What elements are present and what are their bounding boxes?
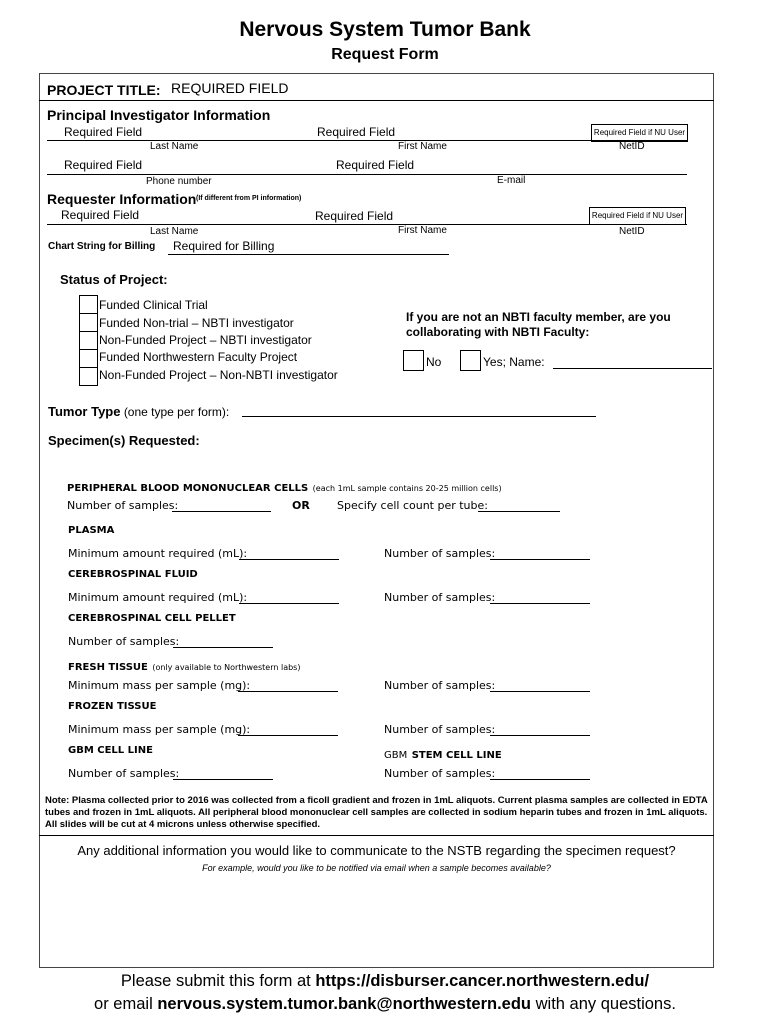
collaboration-no-label: No (426, 355, 442, 369)
pi-first-name-label: First Name (398, 141, 447, 152)
contact-email-link[interactable]: nervous.system.tumor.bank@northwestern.edu (157, 995, 532, 1013)
requester-name-rule (47, 224, 687, 225)
plasma-count-field[interactable] (490, 547, 590, 560)
csf-count-field[interactable] (490, 591, 590, 604)
status-checkbox-5[interactable] (79, 367, 98, 386)
collaboration-no-checkbox[interactable] (403, 350, 424, 371)
tumor-type-row (48, 404, 229, 419)
pbmc-cell-count-field[interactable] (478, 499, 560, 512)
frozen-min-field[interactable] (238, 723, 338, 736)
pi-phone-field[interactable]: Required Field (64, 158, 143, 172)
plasma-count-label: Number of samples: (384, 547, 496, 560)
pellet-count-field[interactable] (173, 635, 273, 648)
requester-first-name-label: First Name (398, 225, 447, 236)
footer-submit-text: Please submit this form at (120, 972, 311, 990)
gbm-count-field[interactable] (173, 767, 273, 780)
status-checkbox-3[interactable] (79, 331, 98, 350)
gbm-title: GBM CELL LINE (68, 745, 153, 756)
requester-first-name-field[interactable]: Required Field (315, 209, 394, 223)
requester-last-name-label: Last Name (150, 226, 199, 237)
pbmc-or: OR (292, 499, 310, 512)
title-divider (39, 100, 714, 101)
chart-string-field[interactable]: Required for Billing (173, 239, 275, 253)
gbm-stem-count-label: Number of samples: (384, 767, 496, 780)
tumor-type-field[interactable] (242, 404, 596, 417)
pbmc-row (67, 478, 502, 496)
pi-first-name-field[interactable]: Required Field (317, 125, 396, 139)
pbmc-count-label: Number of samples: (67, 499, 179, 512)
pi-phone-label: Phone number (146, 176, 212, 187)
pi-email-label: E-mail (497, 175, 526, 186)
pi-contact-rule (47, 174, 687, 175)
status-checkbox-4[interactable] (79, 349, 98, 368)
requester-heading: Requester Information (47, 191, 197, 207)
form-subtitle: Request Form (331, 46, 439, 63)
collaboration-yes-checkbox[interactable] (460, 350, 481, 371)
status-option-5: Non-Funded Project – Non-NBTI investigator (99, 368, 338, 382)
status-option-1: Funded Clinical Trial (99, 298, 208, 312)
pi-netid-field[interactable]: Required Field if NU User (591, 124, 688, 142)
pi-name-rule (47, 140, 687, 141)
frozen-min-label: Minimum mass per sample (mg): (68, 723, 251, 736)
footer-line-1 (0, 972, 770, 991)
fresh-count-label: Number of samples: (384, 679, 496, 692)
collaboration-question: If you are not an NBTI faculty member, are you collaborating with NBTI Faculty: (406, 310, 671, 339)
specimens-heading: Specimen(s) Requested: (48, 433, 200, 448)
gbm-stem-count-field[interactable] (490, 767, 590, 780)
project-title-field[interactable]: REQUIRED FIELD (171, 80, 289, 96)
gbm-stem-title: STEM CELL LINE (411, 750, 502, 761)
pellet-title: CEREBROSPINAL CELL PELLET (68, 613, 236, 624)
requester-heading-note: (If different from PI information) (196, 195, 302, 202)
footer-line-2 (0, 995, 770, 1014)
pbmc-note: (each 1mL sample contains 20-25 million cells) (312, 484, 502, 493)
gbm-stem-row (384, 745, 502, 763)
fresh-min-field[interactable] (238, 679, 338, 692)
additional-question: Any additional information you would like to communicate to the NSTB regarding the specimen request? (77, 843, 676, 858)
frozen-count-field[interactable] (490, 723, 590, 736)
fresh-note: (only available to Northwestern labs) (152, 663, 301, 672)
additional-info-field[interactable] (45, 880, 707, 960)
csf-min-field[interactable] (239, 591, 339, 604)
chart-string-rule (168, 254, 449, 255)
requester-netid-label: NetID (619, 226, 645, 237)
fresh-min-label: Minimum mass per sample (mg): (68, 679, 251, 692)
tumor-type-note: (one type per form): (123, 405, 230, 419)
status-heading: Status of Project: (60, 272, 168, 287)
plasma-min-label: Minimum amount required (mL): (68, 547, 248, 560)
plasma-note: Note: Plasma collected prior to 2016 was collected from a ficoll gradient and frozen in 1mL aliquots. Current plasma samples are collected in EDTA tubes and frozen in 1mL aliquots. All peripheral blood mononuclear cell samples are collected in sodium heparin tubes and frozen in 1mL aliquots. All slides will be cut at 4 microns unless otherwise specified. (45, 795, 708, 830)
csf-title: CEREBROSPINAL FLUID (68, 569, 198, 580)
requester-netid-field[interactable]: Required Field if NU User (589, 207, 686, 225)
pellet-count-label: Number of samples: (68, 635, 180, 648)
pbmc-cell-count-label: Specify cell count per tube: (337, 499, 488, 512)
collaboration-yes-label: Yes; Name: (483, 355, 545, 369)
disburser-link[interactable]: https://disburser.cancer.northwestern.edu/ (315, 972, 650, 990)
pi-last-name-field[interactable]: Required Field (64, 125, 143, 139)
footer-email-prefix: or email (94, 995, 153, 1013)
status-checkbox-2[interactable] (79, 313, 98, 332)
gbm-stem-prefix: GBM (384, 750, 408, 761)
fresh-count-field[interactable] (490, 679, 590, 692)
frozen-title: FROZEN TISSUE (68, 701, 157, 712)
status-option-4: Funded Northwestern Faculty Project (99, 350, 298, 364)
frozen-count-label: Number of samples: (384, 723, 496, 736)
status-option-2: Funded Non-trial – NBTI investigator (99, 316, 294, 330)
csf-count-label: Number of samples: (384, 591, 496, 604)
note-divider (39, 835, 714, 836)
pi-netid-label: NetID (619, 141, 645, 152)
gbm-count-label: Number of samples: (68, 767, 180, 780)
requester-last-name-field[interactable]: Required Field (61, 208, 140, 222)
form-title: Nervous System Tumor Bank (239, 18, 531, 41)
additional-example: For example, would you like to be notified via email when a sample becomes available? (202, 863, 551, 873)
tumor-type-label: Tumor Type (48, 404, 121, 419)
footer-email-suffix: with any questions. (535, 995, 676, 1013)
pbmc-count-field[interactable] (172, 499, 271, 512)
fresh-title: FRESH TISSUE (68, 662, 148, 673)
chart-string-label: Chart String for Billing (48, 241, 156, 252)
csf-min-label: Minimum amount required (mL): (68, 591, 248, 604)
status-checkbox-1[interactable] (79, 295, 98, 314)
project-title-label: PROJECT TITLE: (47, 82, 161, 98)
pi-last-name-label: Last Name (150, 141, 199, 152)
collaborator-name-field[interactable] (553, 356, 712, 369)
plasma-min-field[interactable] (239, 547, 339, 560)
fresh-row (68, 657, 300, 675)
status-option-3: Non-Funded Project – NBTI investigator (99, 333, 312, 347)
plasma-title: PLASMA (68, 525, 115, 536)
pi-heading: Principal Investigator Information (47, 107, 271, 123)
pbmc-title: PERIPHERAL BLOOD MONONUCLEAR CELLS (67, 483, 309, 494)
pi-email-field[interactable]: Required Field (336, 158, 415, 172)
